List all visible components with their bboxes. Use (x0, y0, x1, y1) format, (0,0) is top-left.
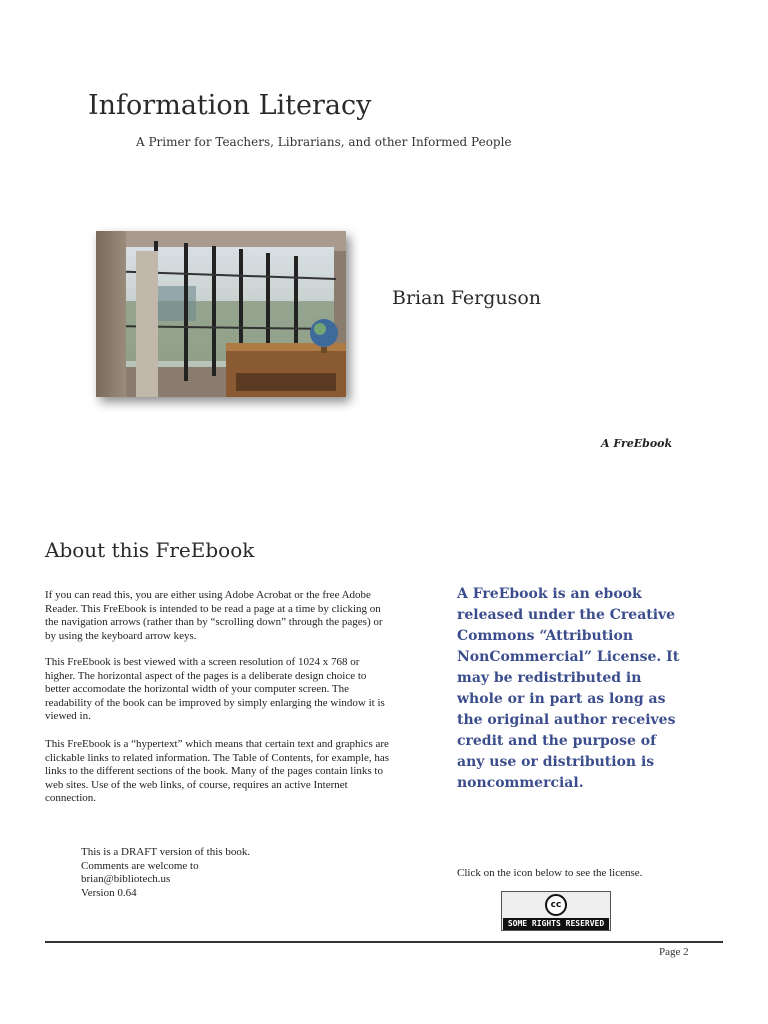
page-number: Page 2 (659, 946, 689, 958)
cc-icon: cc (545, 894, 567, 916)
about-paragraph-1: If you can read this, you are either using Adobe Acrobat or the free Adobe Reader. This FreEbook is intended to be read a page at a time by clicking on the navigation arrows (rather than by “scrolling down” through the pages) or by using the keyboard arrow keys. (45, 589, 383, 642)
license-prompt: Click on the icon below to see the license. (457, 867, 643, 879)
draft-line: Comments are welcome to (81, 859, 199, 872)
license-callout: A FreEbook is an ebook released under the Creative Commons “Attribution NonCommercial” License. It may be redistributed in whole or in part as long as the original author receives credit and the purpose of any use or distribution is noncommercial. (457, 586, 680, 791)
creative-commons-license-button[interactable] (501, 891, 611, 931)
about-paragraph-3: This FreEbook is a “hypertext” which means that certain text and graphics are clickable links to related information. The Table of Contents, for example, has links to the different sections of the book. Many of the pages contain links to web sites. Use of the web links, of course, requires an active Internet connection. (45, 738, 390, 804)
book-subtitle: A Primer for Teachers, Librarians, and other Informed People (136, 135, 512, 149)
about-heading: About this FreEbook (45, 538, 255, 562)
freebook-tagline: A FreEbook (601, 437, 673, 450)
footer-divider (45, 941, 723, 943)
cover-photo (96, 231, 346, 397)
about-paragraph-2: This FreEbook is best viewed with a screen resolution of 1024 x 768 or higher. The horizontal aspect of the pages is a deliberate design choice to better accomodate the horizontal width of your computer screen. The readability of the book can be improved by simply enlarging the window it is viewed in. (45, 656, 385, 722)
book-title: Information Literacy (88, 90, 372, 121)
version-label: Version 0.64 (81, 886, 137, 899)
draft-note (81, 846, 321, 900)
cc-badge-text: SOME RIGHTS RESERVED (503, 918, 609, 930)
contact-email-link[interactable]: brian@bibliotech.us (81, 873, 171, 885)
author-name: Brian Ferguson (392, 287, 542, 309)
draft-line: This is a DRAFT version of this book. (81, 846, 251, 858)
